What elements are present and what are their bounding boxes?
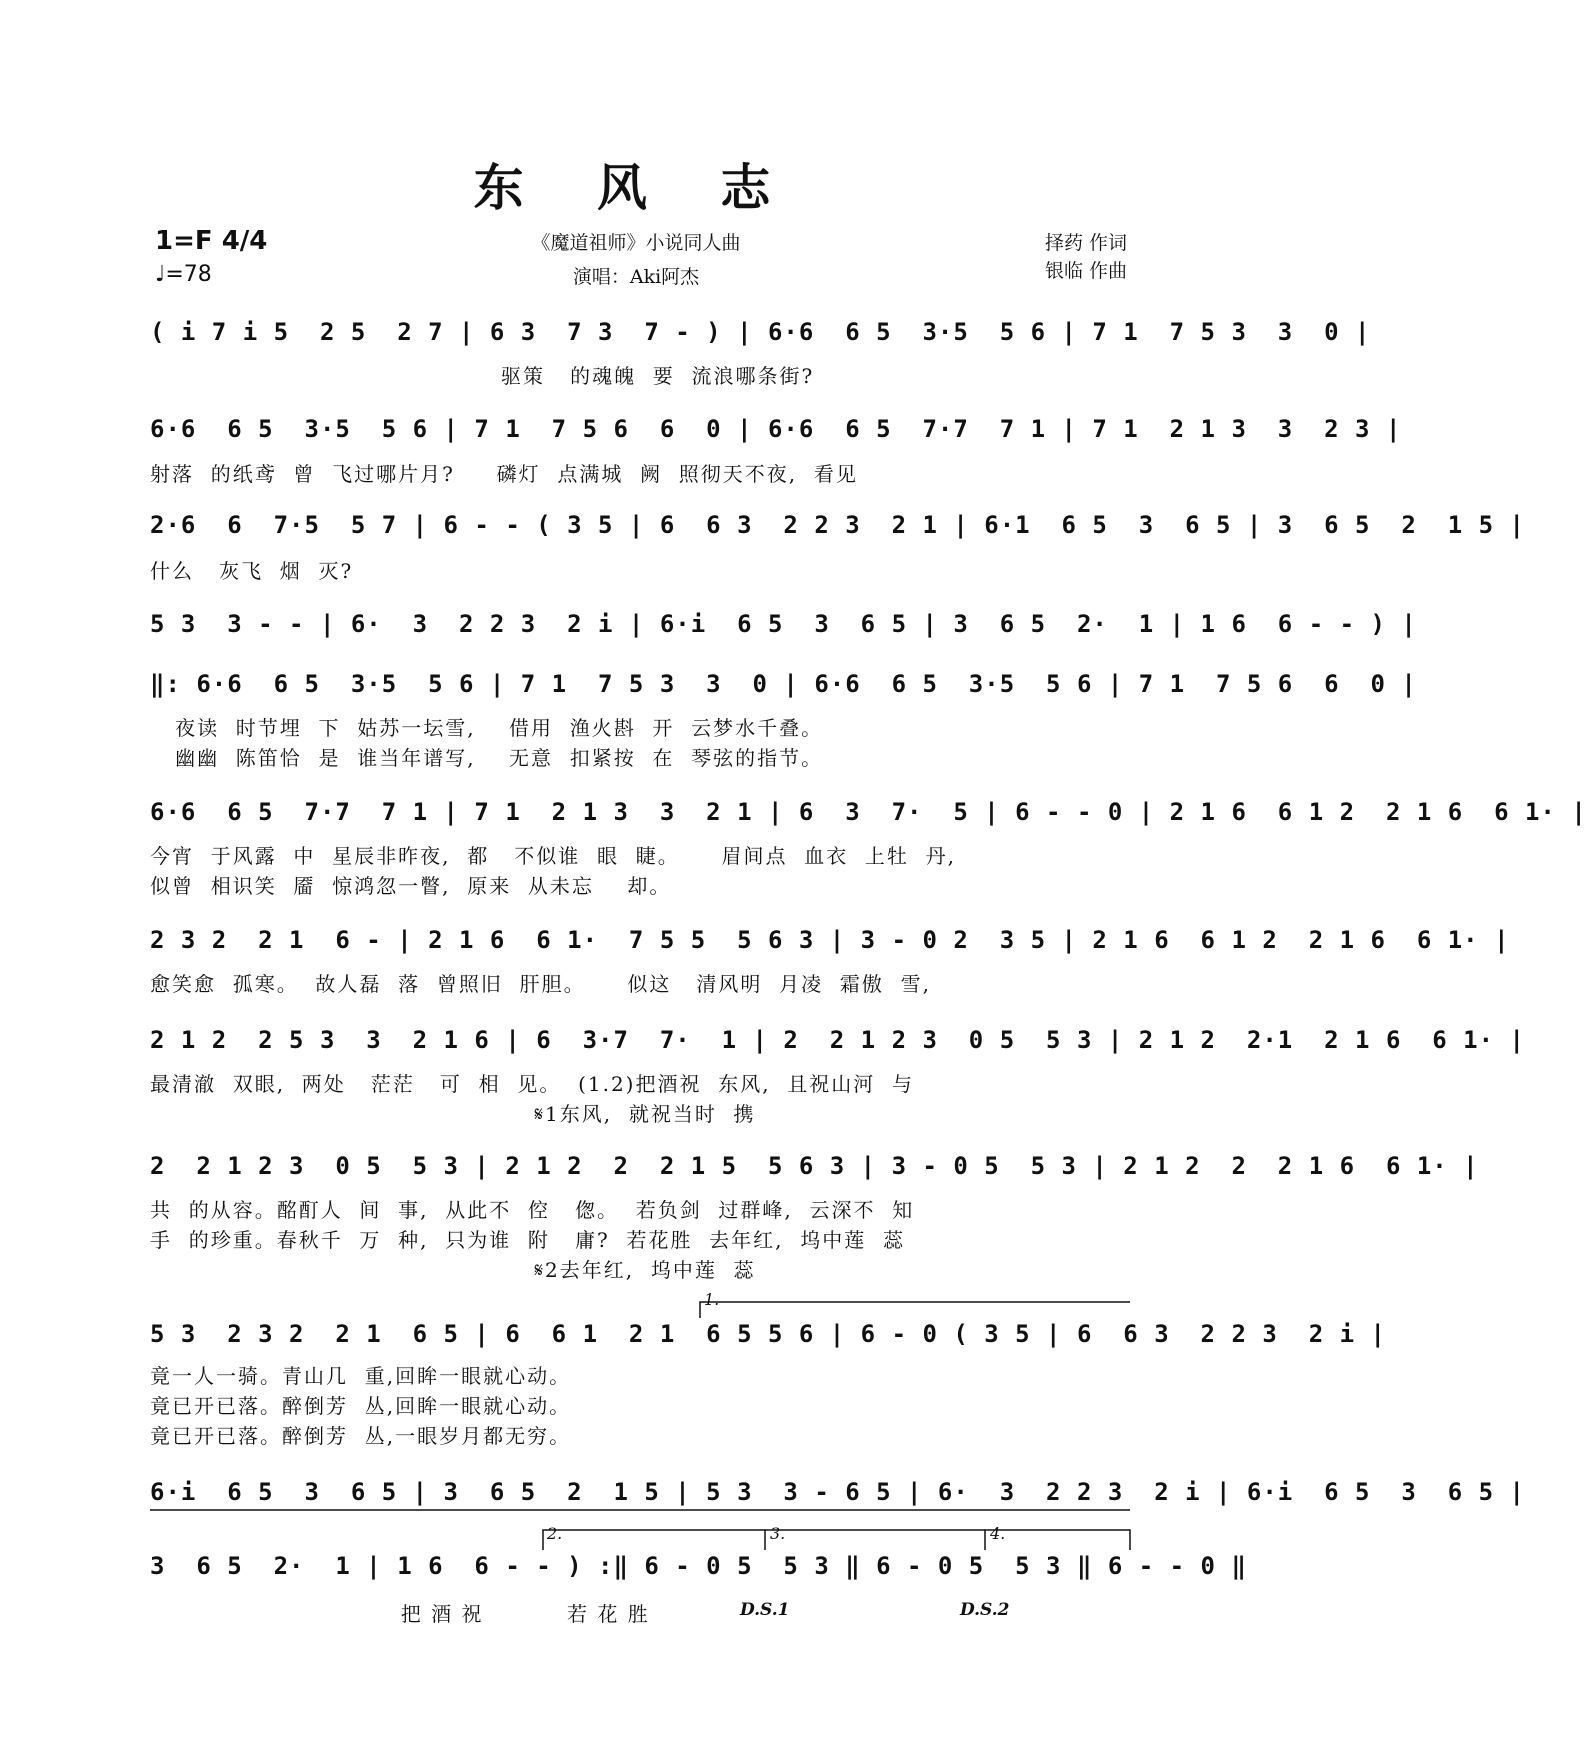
lyric-line-9a: 共 的从容。酩酊人 间 事, 从此不 倥 偬。 若负剑 过群峰, 云深不 知 bbox=[150, 1198, 915, 1222]
key-signature: 1=F 4/4 bbox=[155, 226, 268, 256]
notation-line-6: 6·6 6 5 7·7 7 1 | 7 1 2 1 3 3 2 1 | 6 3 7· 5 | 6 - - 0 | 2 1 6 6 1 2 2 1 6 6 1· | bbox=[150, 798, 1587, 826]
lyric-line-6b: 似曾 相识笑 靥 惊鸿忽一瞥, 原来 从未忘 却。 bbox=[150, 874, 672, 898]
lyric-line-10c: 竟已开已落。醉倒芳 丛,一眼岁月都无穷。 bbox=[150, 1424, 572, 1448]
lyric-line-2a: 射落 的纸鸢 曾 飞过哪片月? 磷灯 点满城 阙 照彻天不夜, 看见 bbox=[150, 462, 858, 486]
lyric-line-8a: 最清澈 双眼, 两处 茫茫 可 相 见。 (1.2)把酒祝 东风, 且祝山河 与 bbox=[150, 1072, 914, 1096]
notation-line-5: ‖: 6·6 6 5 3·5 5 6 | 7 1 7 5 3 3 0 | 6·6 6 5 3·5 5 6 | 7 1 7 5 6 6 0 | bbox=[150, 670, 1417, 698]
volta-2-label: 2. bbox=[547, 1524, 563, 1543]
notation-line-12: 3 6 5 2· 1 | 1 6 6 - - ) :‖ 6 - 0 5 5 3 ‖ 6 - 0 5 5 3 ‖ 6 - - 0 ‖ bbox=[150, 1552, 1247, 1580]
notation-line-1: ( i 7 i 5 2 5 2 7 | 6 3 7 3 7 - ) | 6·6 6 5 3·5 5 6 | 7 1 7 5 3 3 0 | bbox=[150, 318, 1371, 346]
lyric-line-5b: 幽幽 陈笛恰 是 谁当年谱写, 无意 扣紧按 在 琴弦的指节。 bbox=[150, 746, 824, 770]
lyricist-credit: 择药 作词 bbox=[1044, 232, 1127, 254]
notation-line-8: 2 1 2 2 5 3 3 2 1 6 | 6 3·7 7· 1 | 2 2 1 2 3 0 5 5 3 | 2 1 2 2·1 2 1 6 6 1· | bbox=[150, 1026, 1525, 1054]
volta-4-label: 4. bbox=[990, 1524, 1006, 1543]
notation-line-10: 5 3 2 3 2 2 1 6 5 | 6 6 1 2 1 6 5 5 6 | 6 - 0 ( 3 5 | 6 6 3 2 2 3 2 i | bbox=[150, 1320, 1386, 1348]
notation-line-9: 2 2 1 2 3 0 5 5 3 | 2 1 2 2 2 1 5 5 6 3 | 3 - 0 5 5 3 | 2 1 2 2 2 1 6 6 1· | bbox=[150, 1152, 1479, 1180]
subtitle: 《魔道祖师》小说同人曲 bbox=[531, 232, 741, 254]
lyric-line-5a: 夜读 时节埋 下 姑苏一坛雪, 借用 渔火斟 开 云梦水千叠。 bbox=[150, 716, 824, 740]
lyric-line-1a: 驱策 的魂魄 要 流浪哪条街? bbox=[150, 364, 815, 388]
volta-1-label: 1. bbox=[704, 1290, 720, 1309]
ds2-marking: D.S.2 bbox=[960, 1600, 1010, 1620]
notation-line-2: 6·6 6 5 3·5 5 6 | 7 1 7 5 6 6 0 | 6·6 6 5 7·7 7 1 | 7 1 2 1 3 3 2 3 | bbox=[150, 415, 1402, 443]
lyric-line-9b: 手 的珍重。春秋千 万 种, 只为谁 附 庸? 若花胜 去年红, 坞中莲 蕊 bbox=[150, 1228, 905, 1252]
lyric-line-10a: 竟一人一骑。青山几 重,回眸一眼就心动。 bbox=[150, 1364, 572, 1388]
lyric-line-7a: 愈笑愈 孤寒。 故人磊 落 曾照旧 肝胆。 似这 清风明 月凌 霜傲 雪, bbox=[150, 972, 931, 996]
lyric-line-6a: 今宵 于风露 中 星辰非昨夜, 都 不似谁 眼 睫。 眉间点 血衣 上牡 丹, bbox=[150, 844, 957, 868]
lyric-line-9c: 𝄋2去年红, 坞中莲 蕊 bbox=[150, 1258, 756, 1282]
lyric-line-12a: 把 酒 祝 若 花 胜 bbox=[150, 1602, 650, 1626]
page-title: 东 风 志 bbox=[473, 159, 799, 217]
ds1-marking: D.S.1 bbox=[740, 1600, 790, 1620]
notation-line-3: 2·6 6 7·5 5 7 | 6 - - ( 3 5 | 6 6 3 2 2 3 2 1 | 6·1 6 5 3 6 5 | 3 6 5 2 1 5 | bbox=[150, 511, 1525, 539]
notation-line-11: 6·i 6 5 3 6 5 | 3 6 5 2 1 5 | 5 3 3 - 6 5 | 6· 3 2 2 3 2 i | 6·i 6 5 3 6 5 | bbox=[150, 1478, 1525, 1506]
notation-line-4: 5 3 3 - - | 6· 3 2 2 3 2 i | 6·i 6 5 3 6 5 | 3 6 5 2· 1 | 1 6 6 - - ) | bbox=[150, 610, 1417, 638]
lyric-line-3a: 什么 灰飞 烟 灭? bbox=[150, 559, 354, 583]
volta-3-label: 3. bbox=[770, 1524, 786, 1543]
lyric-line-10b: 竟已开已落。醉倒芳 丛,回眸一眼就心动。 bbox=[150, 1394, 572, 1418]
lyric-line-8b: 𝄋1东风, 就祝当时 携 bbox=[150, 1102, 756, 1126]
tempo-marking: ♩=78 bbox=[155, 262, 212, 287]
composer-credit: 银临 作曲 bbox=[1044, 260, 1127, 282]
singer-credit: 演唱：Aki阿杰 bbox=[572, 266, 700, 288]
notation-line-7: 2 3 2 2 1 6 - | 2 1 6 6 1· 7 5 5 5 6 3 | 3 - 0 2 3 5 | 2 1 6 6 1 2 2 1 6 6 1· | bbox=[150, 926, 1510, 954]
